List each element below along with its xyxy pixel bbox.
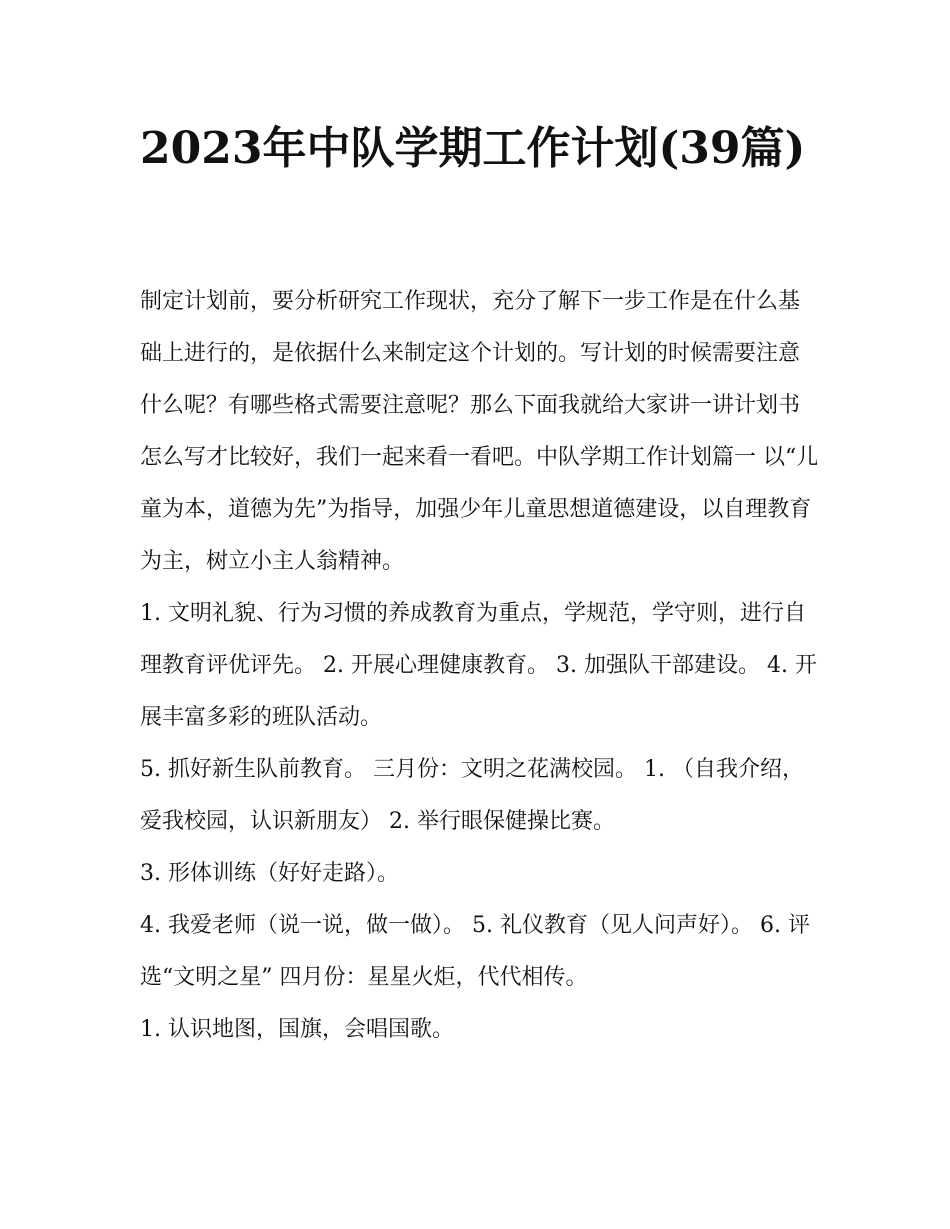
document-title: 2023年中队学期工作计划(39篇) — [140, 123, 806, 174]
document-body — [140, 276, 820, 1056]
paragraph-intro: 制定计划前，要分析研究工作现状，充分了解下一步工作是在什么基础上进行的，是依据什么来制定这个计划的。写计划的时候需要注意什么呢？有哪些格式需要注意呢？那么下面我就给大家讲一讲计划书怎么写才比较好，我们一起来看一看吧。中队学期工作计划篇一 以“儿童为本，道德为先”为指导，加强少年儿童思想道德建设，以自理教育为主，树立小主人翁精神。 — [140, 289, 819, 574]
paragraph-map: 1. 认识地图，国旗，会唱国歌。 — [140, 1017, 454, 1042]
paragraph-posture: 3. 形体训练（好好走路）。 — [140, 861, 399, 886]
paragraph-march: 5. 抓好新生队前教育。 三月份：文明之花满校园。 1. （自我介绍，爱我校园，认识新朋友） 2. 举行眼保健操比赛。 — [140, 757, 804, 834]
paragraph-goals: 1. 文明礼貌、行为习惯的养成教育为重点，学规范，学守则，进行自理教育评优评先。 2. 开展心理健康教育。 3. 加强队干部建设。 4. 开展丰富多彩的班队活动。 — [140, 601, 817, 730]
paragraph-april: 4. 我爱老师（说一说，做一做）。 5. 礼仪教育（见人问声好）。 6. 评选“文明之星” 四月份：星星火炬，代代相传。 — [140, 913, 810, 990]
